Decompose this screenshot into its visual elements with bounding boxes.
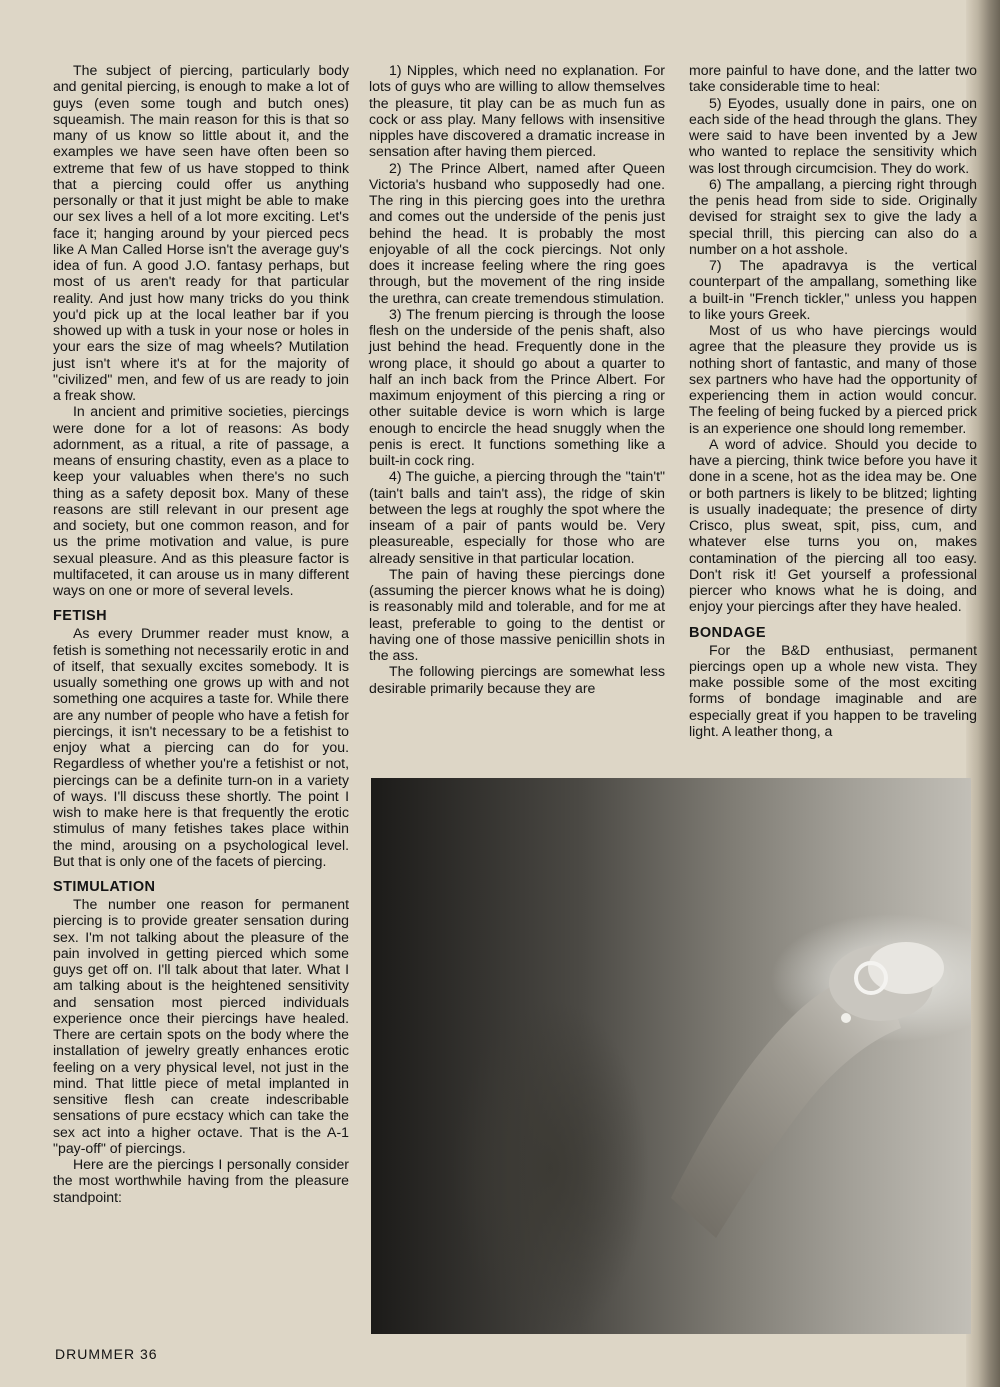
paragraph: 3) The frenum piercing is through the loose flesh on the underside of the penis shaft, also just behind the head. Frequently done in the wrong place, it should go about a quarter to half an inch back from the Prince Albert. For maximum enjoyment of this piercing a ring or other suitable device is worn which is large enough to encircle the head snuggly when the penis is erect. It functions something like a built-in cock ring. xyxy=(369,305,665,468)
photo-bead xyxy=(841,1013,851,1023)
paragraph: Most of us who have piercings would agree that the pleasure they provide us is nothing short of fantastic, and many of those sex partners who have had the opportunity of experiencing them in action would concur. The feeling of being fucked by a pierced prick is an experience one should long remember. xyxy=(689,322,977,436)
text-column-2 xyxy=(369,62,665,696)
text-column-1 xyxy=(53,62,349,1205)
section-heading-stimulation: STIMULATION xyxy=(53,879,156,895)
paragraph: 5) Eyodes, usually done in pairs, one on each side of the head through the glans. They were said to have been invented by a Jew who wanted to replace the sensitivity which was lost through circumcision. They do work. xyxy=(689,94,977,176)
paragraph: 6) The ampallang, a piercing right through the penis head from side to side. Originally devised for straight sex to give the lady a special thrill, this piercing can also do a number on a hot asshole. xyxy=(689,175,977,257)
paragraph-continued: more painful to have done, and the latter two take considerable time to heal: xyxy=(689,62,977,95)
paragraph: 2) The Prince Albert, named after Queen Victoria's husband who supposedly had one. The ring in this piercing goes into the urethra and comes out the underside of the penis just behind the head. It is probably the most enjoyable of all the cock piercings. Not only does it increase feeling where the ring goes through, but the movement of the ring inside the urethra, can create tremendous stimulation. xyxy=(369,159,665,306)
text-column-3 xyxy=(689,62,977,739)
paragraph: The number one reason for permanent piercing is to provide greater sensation during sex. I'm not talking about the pleasure of the pain involved in getting pierced which some guys get off on. I'll talk about that later. What I am talking about is the heightened sensitivity and sensation most pierced individuals experience once their piercings have healed. There are certain spots on the body where the installation of jewelry greatly enhances erotic feeling on a very physical level, not just in the mind. That little piece of metal implanted in sensitive flesh can create indescribable sensations of pure ecstacy which can take the sex act into a higher octave. That is the A-1 "pay-off" of piercings. xyxy=(53,896,349,1156)
paragraph: 7) The apadravya is the vertical counterpart of the ampallang, something like a built-in "French tickler," unless you happen to like yours Greek. xyxy=(689,257,977,322)
paragraph: The following piercings are somewhat less desirable primarily because they are xyxy=(369,663,665,696)
paragraph: 4) The guiche, a piercing through the "tain't" (tain't balls and tain't ass), the ridge of skin between the legs at roughly the spot where the inseam of a pair of pants would be. Very pleasureable, especially for those who are already sensitive in that particular location. xyxy=(369,468,665,566)
photograph xyxy=(371,778,971,1334)
section-heading-bondage: BONDAGE xyxy=(689,624,766,641)
photograph-illustration xyxy=(371,778,971,1334)
paragraph: In ancient and primitive societies, piercings were done for a lot of reasons: As body adornment, as a ritual, a rite of passage, a means of ensuring chastity, even as a place to keep your valuables when there's no such thing as a safety deposit box. Many of these reasons are still relevant in our present age and society, but one common reason, and for us the prime motivation and value, is pure sexual pleasure. And as this pleasure factor is multifaceted, it can arouse us in many different ways on one or more of several levels. xyxy=(53,403,349,598)
paragraph: Here are the piercings I personally consider the most worthwhile having from the pleasure standpoint: xyxy=(53,1156,349,1205)
paragraph: A word of advice. Should you decide to have a piercing, think twice before you have it done in a scene, hot as the idea may be. One or both partners is likely to be blitzed; lighting is usually inadequate; the presence of dirty Crisco, plus sweat, spit, piss, cum, and whatever else turns you on, makes contamination of the piercing all too easy. Don't risk it! Get yourself a professional piercer who knows what he is doing, and enjoy your piercings after they have healed. xyxy=(689,435,977,615)
section-heading-fetish: FETISH xyxy=(53,608,107,625)
paragraph: The pain of having these piercings done (assuming the piercer knows what he is doing) is reasonably mild and tolerable, and for me at least, preferable to going to the dentist or having one of those massive penicillin shots in the ass. xyxy=(369,565,665,663)
paragraph: The subject of piercing, particularly body and genital piercing, is enough to make a lot of guys (even some tough and butch ones) squeamish. The main reason for this is that so many of us know so little about it, and the examples we have seen have often been so extreme that few of us have stopped to think that a piercing could offer us anything personally or that it just might be able to make our sex lives a hell of a lot more exciting. Let's face it; hanging around by your pierced pecs like A Man Called Horse isn't the average guy's idea of fun. A good J.O. fantasy perhaps, but most of us aren't ready for that particular reality. And just how many tricks do you think you'd pick up at the local leather bar if you showed up with a tusk in your nose or holes in your ears the size of mag wheels? Mutilation just isn't where it's at for the majority of "civilized" men, and few of us are ready to join a freak show. xyxy=(53,62,349,403)
page-folio: DRUMMER 36 xyxy=(55,1346,158,1362)
paragraph: 1) Nipples, which need no explanation. For lots of guys who are willing to allow themselves the pleasure, tit play can be as much fun as cock or ass play. Many fellows with insensitive nipples have discovered a dramatic increase in sensation after having them pierced. xyxy=(369,62,665,160)
paragraph: As every Drummer reader must know, a fetish is something not necessarily erotic in and of itself, that sexually excites somebody. It is usually something one grows up with and not something one acquires a taste for. While there are any number of people who have a fetish for piercings, it isn't necessary to be a fetishist to enjoy what a piercing can do for you. Regardless of whether you're a fetishist or not, piercings can be a definite turn-on in a variety of ways. I'll discuss these shortly. The point I wish to make here is that frequently the erotic stimulus of many fetishes takes place within the mind, arousing on a psychological level. But that is only one of the facets of piercing. xyxy=(53,625,349,869)
paragraph: For the B&D enthusiast, permanent piercings open up a whole new vista. They make possible some of the most exciting forms of bondage imaginable and are especially great if you happen to be traveling light. A leather thong, a xyxy=(689,641,977,739)
